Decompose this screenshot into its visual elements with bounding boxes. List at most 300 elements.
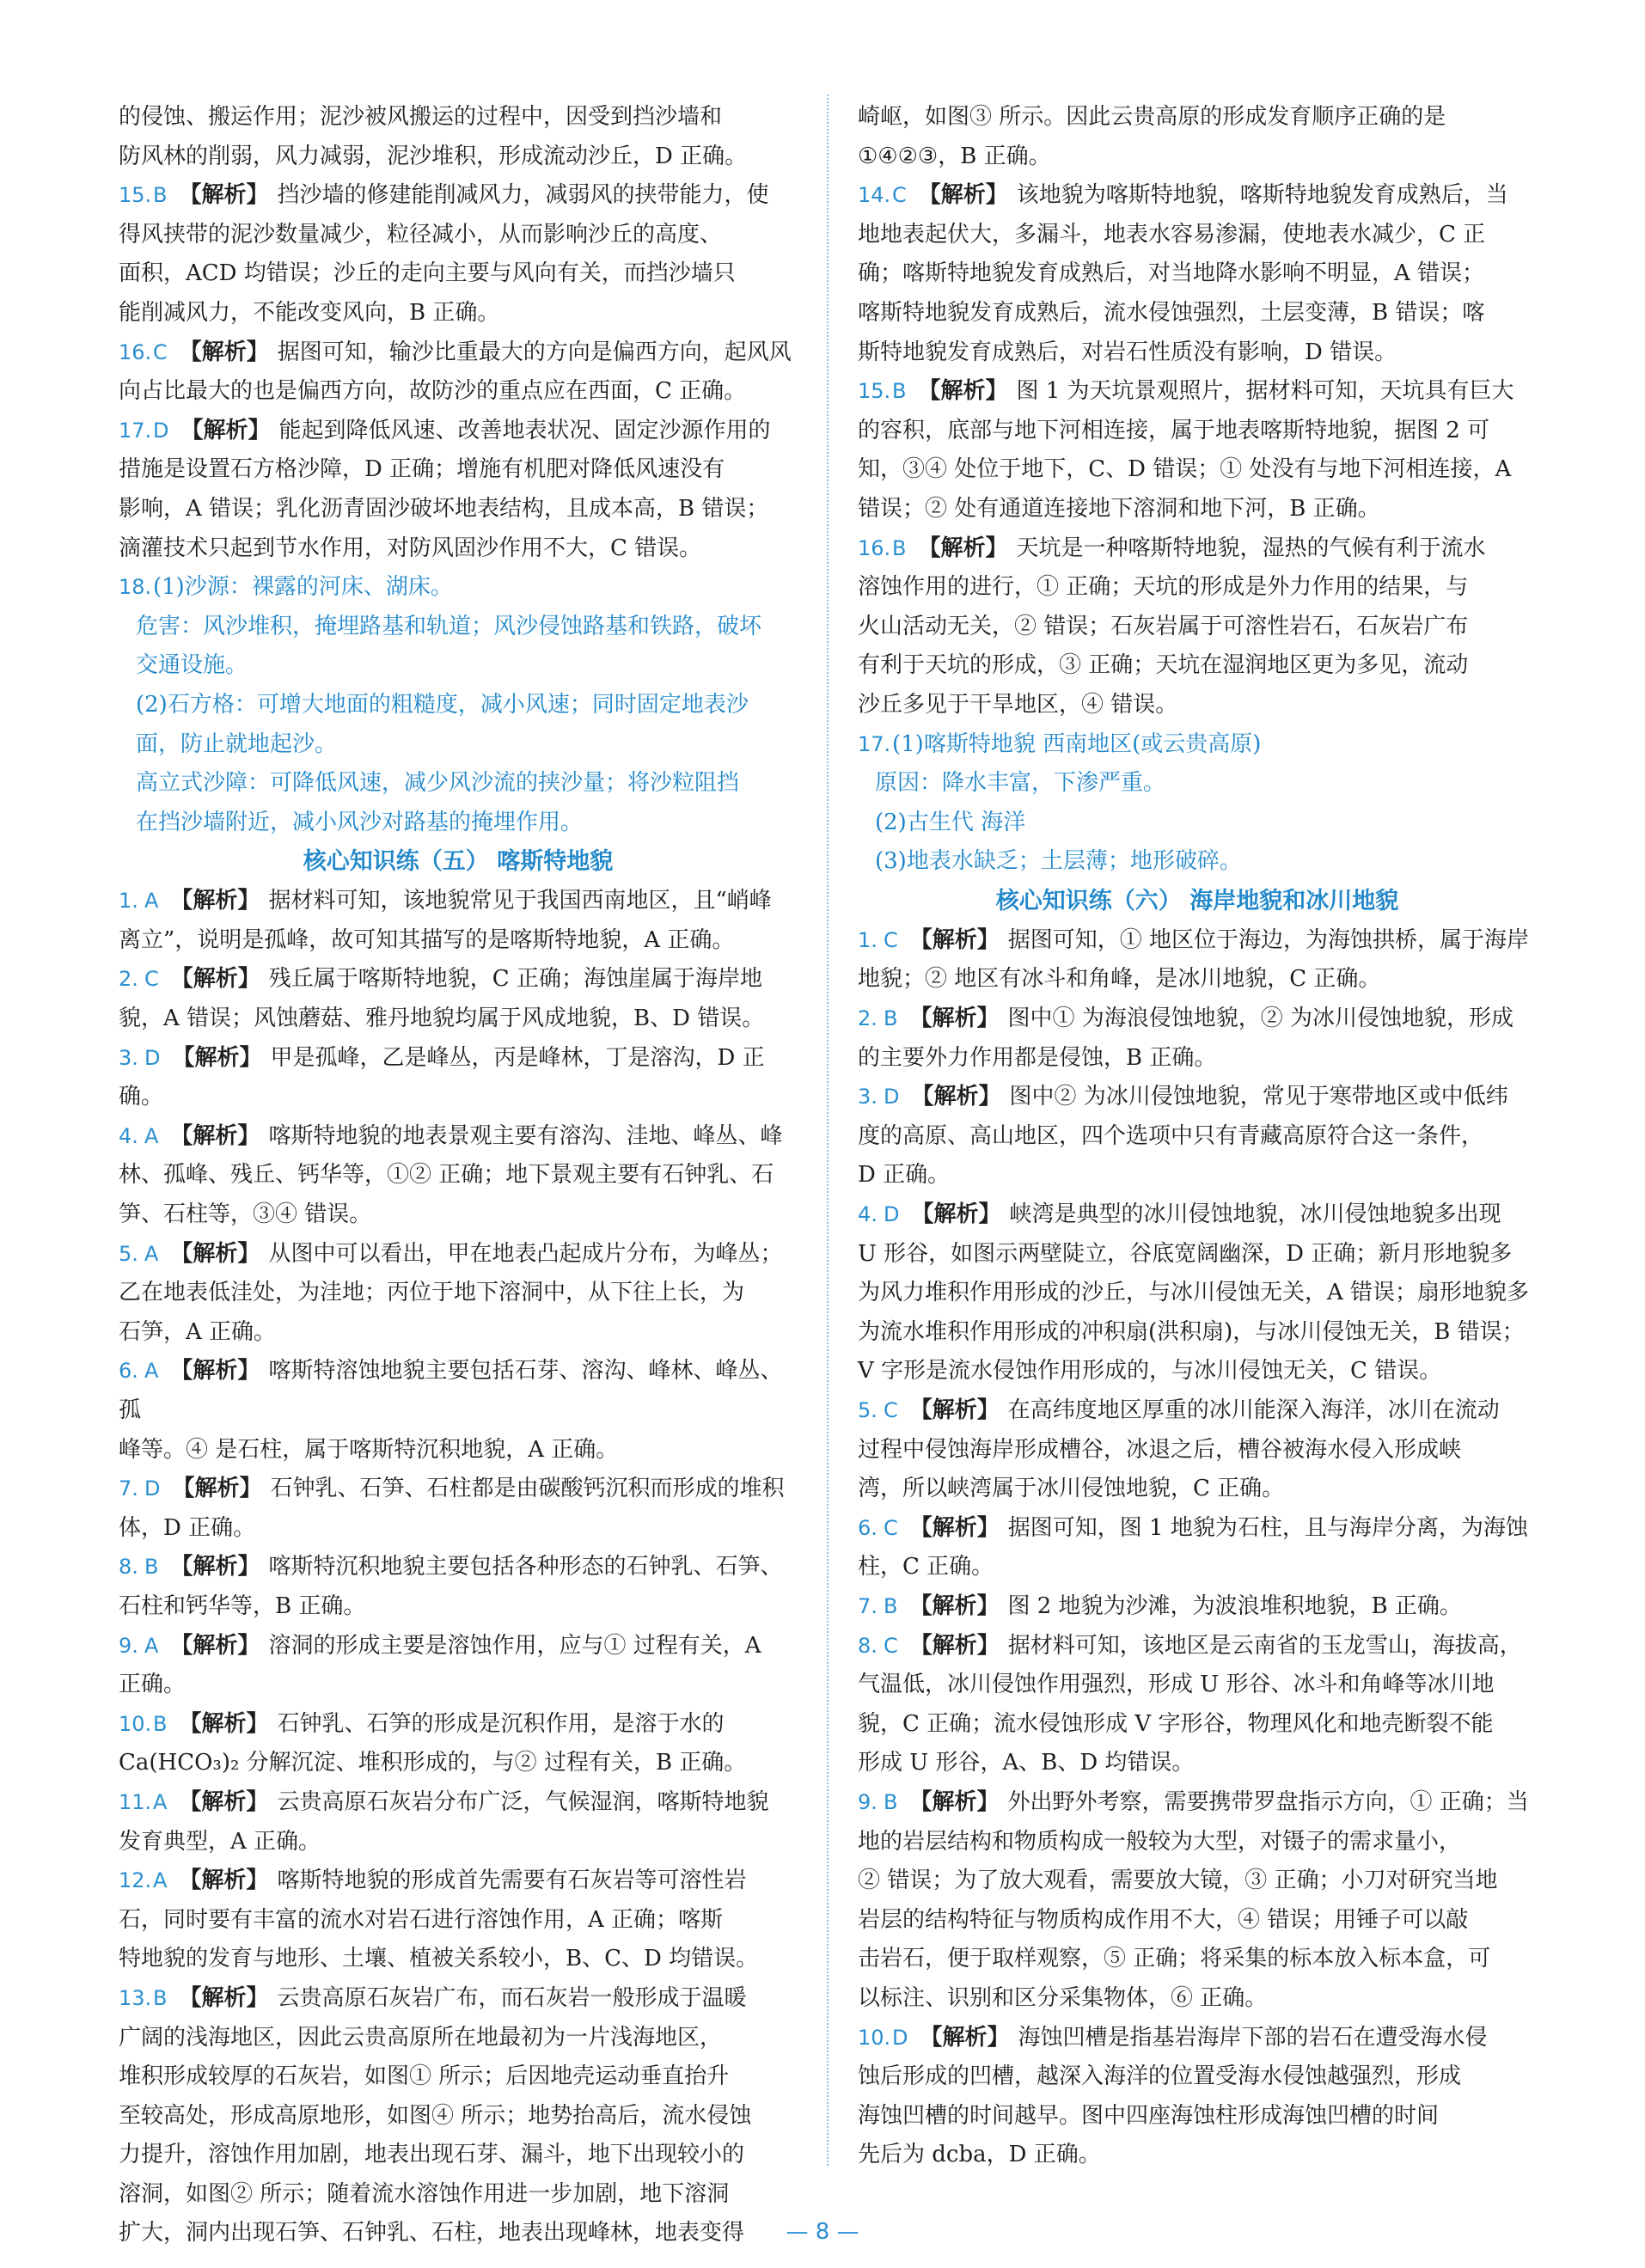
answer-letter: A bbox=[144, 1359, 159, 1384]
explanation-text: 峡湾是典型的冰川侵蚀地貌，冰川侵蚀地貌多出现 bbox=[1009, 1201, 1501, 1228]
question-number: 14. bbox=[858, 183, 891, 208]
jiexi-label: 【解析】 bbox=[909, 1397, 1000, 1423]
left-column bbox=[119, 98, 798, 2253]
text-line bbox=[858, 1744, 1537, 1783]
explanation-text: 溶蚀作用的进行，① 正确；天坑的形成是外力作用的结果，与 bbox=[858, 574, 1469, 601]
question-number: 5. bbox=[858, 1398, 878, 1422]
text-line bbox=[858, 1901, 1537, 1941]
jiexi-label: 【解析】 bbox=[172, 1044, 262, 1071]
explanation-text: 措施是设置石方格沙障，D 正确；增施有机肥对降低风速没有 bbox=[119, 456, 725, 483]
text-line bbox=[858, 1078, 1537, 1117]
explanation-text: 石柱和钙华等，B 正确。 bbox=[119, 1592, 366, 1619]
explanation-text: 发育典型，A 正确。 bbox=[119, 1828, 321, 1855]
answer-text: (1)沙源：裸露的河床、湖床。 bbox=[153, 574, 453, 601]
explanation-text: 图 2 地貌为沙滩，为波浪堆积地貌，B 正确。 bbox=[1007, 1592, 1462, 1619]
explanation-text: 据图可知，图 1 地貌为石柱，且与海岸分离，为海蚀 bbox=[1007, 1514, 1528, 1541]
explanation-text: 得风挟带的泥沙数量减少，粒径减小，从而影响沙丘的高度、 bbox=[119, 221, 723, 248]
explanation-text: 为风力堆积作用形成的沙丘，与冰川侵蚀无关，A 错误；扇形地貌多 bbox=[858, 1280, 1530, 1306]
explanation-text: 喀斯特沉积地貌主要包括各种形态的石钟乳、石笋、 bbox=[268, 1554, 783, 1580]
text-line bbox=[119, 2057, 798, 2097]
text-line bbox=[119, 1470, 798, 1509]
text-line bbox=[858, 764, 1537, 804]
explanation-text: 正确。 bbox=[119, 1672, 187, 1698]
explanation-text: 的主要外力作用都是侵蚀，B 正确。 bbox=[858, 1044, 1217, 1071]
text-line bbox=[119, 372, 798, 412]
question-entry bbox=[119, 1235, 798, 1353]
explanation-text: 湾，所以峡湾属于冰川侵蚀地貌，C 正确。 bbox=[858, 1476, 1285, 1502]
text-line bbox=[858, 1039, 1537, 1079]
explanation-text: 地地表起伏大，多漏斗，地表水容易渗漏，使地表水减少，C 正 bbox=[858, 221, 1486, 248]
answer-letter: D bbox=[153, 418, 169, 443]
answer-text: (3)地表水缺乏；土层薄；地形破碎。 bbox=[875, 848, 1242, 875]
text-line bbox=[858, 1235, 1537, 1275]
explanation-text: 岩层的结构特征与物质构成作用不大，④ 错误；用锤子可以敲 bbox=[858, 1906, 1469, 1933]
explanation-text: 乙在地表低洼处，为洼地；丙位于地下溶洞中，从下往上长，为 bbox=[119, 1280, 745, 1306]
explanation-text: 据图可知，① 地区位于海边，为海蚀拱桥，属于海岸 bbox=[1007, 926, 1530, 953]
answer-letter: D bbox=[884, 1202, 900, 1227]
explanation-text: 喀斯特地貌发育成熟后，流水侵蚀强烈，土层变薄，B 错误；喀 bbox=[858, 299, 1485, 326]
explanation-text: 有利于天坑的形成，③ 正确；天坑在湿润地区更为多见，流动 bbox=[858, 652, 1469, 679]
explanation-text: 林、孤峰、残丘、钙华等，①② 正确；地下景观主要有石钟乳、石 bbox=[119, 1162, 774, 1189]
question-entry bbox=[119, 1039, 798, 1117]
text-line bbox=[858, 1783, 1537, 1823]
text-line bbox=[858, 921, 1537, 961]
text-line bbox=[119, 490, 798, 529]
explanation-text: 溶洞，如图② 所示；随着流水溶蚀作用进一步加剧，地下溶洞 bbox=[119, 2180, 730, 2207]
text-line bbox=[858, 1470, 1537, 1509]
explanation-text: 的容积，底部与地下河相连接，属于地表喀斯特地貌，据图 2 可 bbox=[858, 417, 1490, 443]
text-line bbox=[858, 1705, 1537, 1745]
question-entry bbox=[858, 1000, 1537, 1078]
answer-letter: C bbox=[144, 967, 159, 992]
question-number: 3. bbox=[858, 1085, 878, 1110]
jiexi-label: 【解析】 bbox=[179, 1984, 269, 2011]
text-line bbox=[858, 1823, 1537, 1862]
explanation-text: 体，D 正确。 bbox=[119, 1514, 256, 1541]
text-line bbox=[119, 1156, 798, 1195]
text-line bbox=[119, 412, 798, 451]
text-line bbox=[119, 921, 798, 961]
explanation-text: 柱，C 正确。 bbox=[858, 1554, 994, 1580]
continued-text: 的侵蚀、搬运作用；泥沙被风搬运的过程中，因受到挡沙墙和 bbox=[119, 104, 723, 130]
explanation-text: 据图可知，输沙比重最大的方向是偏西方向，起风风 bbox=[277, 339, 792, 365]
explanation-text: 堆积形成较厚的石灰岩，如图① 所示；后因地壳运动垂直抬升 bbox=[119, 2063, 730, 2090]
question-number: 10. bbox=[119, 1711, 152, 1736]
text-line bbox=[858, 2057, 1537, 2097]
text-line bbox=[858, 216, 1537, 255]
explanation-text: 斯特地貌发育成熟后，对岩石性质没有影响，D 错误。 bbox=[858, 339, 1397, 365]
text-line bbox=[119, 1195, 798, 1235]
question-entry bbox=[119, 176, 798, 333]
text-line bbox=[119, 764, 798, 804]
explanation-text: 笋、石柱等，③④ 错误。 bbox=[119, 1201, 372, 1228]
question-entry bbox=[119, 882, 798, 960]
text-line bbox=[858, 490, 1537, 529]
section-title: 核心知识练（五） 喀斯特地貌 bbox=[303, 848, 614, 876]
explanation-text: 沙丘多见于干旱地区，④ 错误。 bbox=[858, 691, 1178, 718]
text-line bbox=[119, 1901, 798, 1941]
text-line bbox=[858, 725, 1537, 765]
text-line bbox=[858, 1391, 1537, 1431]
question-entry bbox=[119, 1783, 798, 1861]
question-entry bbox=[119, 1117, 798, 1235]
continued-text: ①④②③，B 正确。 bbox=[858, 143, 1051, 169]
answer-letter: C bbox=[884, 1515, 898, 1540]
continued-text: 崎岖，如图③ 所示。因此云贵高原的形成发育顺序正确的是 bbox=[858, 104, 1446, 130]
explanation-text: 知，③④ 处位于地下，C、D 错误；① 处没有与地下河相连接，A bbox=[858, 456, 1512, 483]
jiexi-label: 【解析】 bbox=[179, 1710, 269, 1737]
question-entry bbox=[858, 1195, 1537, 1391]
text-line bbox=[119, 1587, 798, 1627]
answer-letter: C bbox=[884, 927, 898, 952]
jiexi-label: 【解析】 bbox=[179, 1868, 269, 1894]
text-line bbox=[858, 804, 1537, 843]
text-line bbox=[858, 960, 1537, 1000]
question-number: 15. bbox=[119, 183, 152, 208]
text-line bbox=[119, 608, 798, 647]
explanation-text: 从图中可以看出，甲在地表凸起成片分布，为峰丛； bbox=[268, 1240, 783, 1267]
text-line bbox=[858, 1195, 1537, 1235]
text-line bbox=[858, 1509, 1537, 1549]
explanation-text: 外出野外考察，需要携带罗盘指示方向，① 正确；当 bbox=[1007, 1788, 1529, 1815]
explanation-text: 据材料可知，该地貌常见于我国西南地区，且“峭峰 bbox=[268, 888, 772, 914]
answer-letter: D bbox=[884, 1085, 900, 1110]
answer-text: 在挡沙墙附近，减小风沙对路基的掩埋作用。 bbox=[136, 809, 584, 835]
question-entry bbox=[119, 1861, 798, 1979]
explanation-text: 图中① 为海浪侵蚀地貌，② 为冰川侵蚀地貌，形成 bbox=[1007, 1006, 1514, 1032]
explanation-text: 在高纬度地区厚重的冰川能深入海洋，冰川在流动 bbox=[1007, 1397, 1500, 1423]
explanation-text: 影响，A 错误；乳化沥青固沙破坏地表结构，且成本高，B 错误； bbox=[119, 495, 769, 522]
text-line bbox=[119, 2019, 798, 2058]
explanation-text: 石钟乳、石笋的形成是沉积作用，是溶于水的 bbox=[277, 1710, 725, 1737]
question-entry bbox=[858, 1509, 1537, 1587]
explanation-text: 能起到降低风速、改善地表状况、固定沙源作用的 bbox=[278, 417, 771, 443]
question-number: 1. bbox=[858, 927, 878, 952]
right-column bbox=[858, 98, 1537, 2175]
text-line bbox=[858, 646, 1537, 686]
explanation-text: 广阔的浅海地区，因此云贵高原所在地最初为一片浅海地区， bbox=[119, 2024, 723, 2051]
explanation-text: 度的高原、高山地区，四个选项中只有青藏高原符合这一条件， bbox=[858, 1122, 1484, 1149]
text-line bbox=[858, 2019, 1537, 2058]
question-entry bbox=[858, 1627, 1537, 1783]
answer-letter: B bbox=[892, 535, 907, 560]
question-entry bbox=[119, 333, 798, 412]
text-line bbox=[119, 1823, 798, 1862]
explanation-text: 天坑是一种喀斯特地貌，湿热的气候有利于流水 bbox=[1016, 535, 1486, 561]
answer-text: (2)古生代 海洋 bbox=[875, 809, 1026, 835]
explanation-text: 海蚀凹槽的时间越早。图中四座海蚀柱形成海蚀凹槽的时间 bbox=[858, 2102, 1440, 2129]
answer-letter: B bbox=[892, 379, 907, 404]
jiexi-label: 【解析】 bbox=[179, 182, 269, 209]
text-line bbox=[858, 1940, 1537, 1979]
jiexi-label: 【解析】 bbox=[179, 1788, 269, 1815]
answer-text: 高立式沙障：可降低风速，减少风沙流的挟沙量；将沙粒阻挡 bbox=[136, 770, 740, 797]
explanation-text: 甲是孤峰，乙是峰丛，丙是峰林，丁是溶沟，D 正确。 bbox=[119, 1044, 765, 1110]
question-entry bbox=[858, 725, 1537, 882]
answer-letter: A bbox=[144, 889, 159, 914]
answer-text: (2)石方格：可增大地面的粗糙度，减小风速；同时固定地表沙 bbox=[136, 691, 749, 718]
question-number: 2. bbox=[858, 1006, 878, 1031]
explanation-text: D 正确。 bbox=[858, 1162, 951, 1189]
explanation-text: 海蚀凹槽是指基岩海岸下部的岩石在遭受海水侵 bbox=[1018, 2024, 1488, 2051]
jiexi-label: 【解析】 bbox=[170, 966, 260, 993]
jiexi-label: 【解析】 bbox=[170, 1122, 260, 1149]
explanation-text: 击岩石，便于取样观察，⑤ 正确；将采集的标本放入标本盒，可 bbox=[858, 1946, 1491, 1972]
text-line bbox=[119, 646, 798, 686]
explanation-text: 喀斯特地貌的形成首先需要有石灰岩等可溶性岩 bbox=[277, 1868, 747, 1894]
question-number: 2. bbox=[119, 967, 138, 992]
question-entry bbox=[858, 1783, 1537, 2019]
answer-letter: C bbox=[153, 339, 168, 364]
explanation-text: 石钟乳、石笋、石柱都是由碳酸钙沉积而形成的堆积 bbox=[270, 1476, 785, 1502]
jiexi-label: 【解析】 bbox=[918, 182, 1008, 209]
answer-letter: B bbox=[884, 1789, 898, 1814]
explanation-text: 喀斯特溶蚀地貌主要包括石芽、溶沟、峰林、峰丛、孤 bbox=[119, 1358, 783, 1423]
answer-letter: C bbox=[892, 183, 907, 208]
text-line bbox=[119, 1509, 798, 1549]
explanation-text: 峰等。④ 是石柱，属于喀斯特沉积地貌，A 正确。 bbox=[119, 1436, 619, 1463]
question-entry bbox=[858, 2019, 1537, 2175]
text-line bbox=[858, 1352, 1537, 1391]
text-line bbox=[119, 2175, 798, 2215]
explanation-text: 为流水堆积作用形成的冲积扇(洪积扇)，与冰川侵蚀无关，B 错误； bbox=[858, 1318, 1525, 1345]
answer-letter: A bbox=[144, 1241, 159, 1266]
question-number: 17. bbox=[119, 418, 152, 443]
text-line bbox=[119, 1744, 798, 1783]
answer-letter: D bbox=[144, 1476, 161, 1501]
answer-letter: A bbox=[144, 1633, 159, 1658]
explanation-text: 该地貌为喀斯特地貌，喀斯特地貌发育成熟后，当 bbox=[1016, 182, 1508, 209]
question-number: 3. bbox=[119, 1045, 138, 1070]
text-line bbox=[119, 333, 798, 373]
text-line bbox=[858, 294, 1537, 333]
explanation-text: 确；喀斯特地貌发育成熟后，对当地降水影响不明显，A 错误； bbox=[858, 260, 1485, 287]
explanation-text: ② 错误；为了放大观看，需要放大镜，③ 正确；小刀对研究当地 bbox=[858, 1868, 1498, 1894]
text-line bbox=[858, 686, 1537, 725]
text-line bbox=[119, 725, 798, 765]
question-entry bbox=[119, 1352, 798, 1470]
explanation-text: 石笋，A 正确。 bbox=[119, 1318, 277, 1345]
question-entry bbox=[119, 1627, 798, 1705]
explanation-text: 火山活动无关，② 错误；石灰岩属于可溶性岩石，石灰岩广布 bbox=[858, 613, 1469, 639]
text-line bbox=[858, 1627, 1537, 1666]
explanation-text: 云贵高原石灰岩分布广泛，气候湿润，喀斯特地貌 bbox=[277, 1788, 769, 1815]
explanation-text: 溶洞的形成主要是溶蚀作用，应与① 过程有关，A bbox=[268, 1632, 761, 1659]
explanation-text: 图中② 为冰川侵蚀地貌，常见于寒带地区或中低纬 bbox=[1009, 1084, 1508, 1110]
jiexi-label: 【解析】 bbox=[170, 1632, 260, 1659]
text-line bbox=[858, 608, 1537, 647]
explanation-text: 力提升，溶蚀作用加剧，地表出现石芽、漏斗，地下出现较小的 bbox=[119, 2142, 745, 2168]
explanation-text: 错误；② 处有通道连接地下溶洞和地下河，B 正确。 bbox=[858, 495, 1380, 522]
question-entry bbox=[119, 960, 798, 1038]
jiexi-label: 【解析】 bbox=[909, 1788, 1000, 1815]
explanation-text: 地的岩层结构和物质构成一般较为大型，对镊子的需求量小， bbox=[858, 1828, 1462, 1855]
text-line bbox=[119, 1039, 798, 1117]
answer-letter: B bbox=[884, 1593, 898, 1618]
answer-text: 面，防止就地起沙。 bbox=[136, 731, 338, 757]
question-entry bbox=[119, 568, 798, 842]
text-line bbox=[119, 1548, 798, 1587]
text-line bbox=[119, 686, 798, 725]
answer-text: 危害：风沙堆积，掩埋路基和轨道；风沙侵蚀路基和铁路，破坏 bbox=[136, 613, 762, 639]
text-line bbox=[119, 960, 798, 1000]
question-number: 4. bbox=[858, 1202, 878, 1227]
answer-letter: A bbox=[153, 1789, 168, 1814]
question-entry bbox=[858, 921, 1537, 1000]
explanation-text: 图 1 为天坑景观照片，据材料可知，天坑具有巨大 bbox=[1016, 378, 1514, 405]
question-number: 16. bbox=[119, 339, 152, 364]
question-number: 18. bbox=[119, 575, 152, 600]
text-line bbox=[119, 1666, 798, 1705]
text-line bbox=[119, 294, 798, 333]
text-line bbox=[858, 333, 1537, 373]
explanation-text: 先后为 dcba，D 正确。 bbox=[858, 2142, 1101, 2168]
jiexi-label: 【解析】 bbox=[909, 926, 1000, 953]
explanation-text: 挡沙墙的修建能削减风力，减弱风的挟带能力，使 bbox=[277, 182, 769, 209]
text-line bbox=[858, 1431, 1537, 1470]
question-number: 6. bbox=[119, 1359, 138, 1384]
text-line bbox=[858, 1861, 1537, 1901]
text-line bbox=[119, 2136, 798, 2175]
text-line bbox=[858, 1000, 1537, 1039]
text-line bbox=[119, 1783, 798, 1823]
answer-letter: B bbox=[153, 1985, 168, 2010]
explanation-text: 特地貌的发育与地形、土壤、植被关系较小，B、C、D 均错误。 bbox=[119, 1946, 759, 1972]
question-number: 7. bbox=[858, 1593, 878, 1618]
text-line bbox=[119, 1235, 798, 1275]
text-line bbox=[119, 1000, 798, 1039]
answer-letter: A bbox=[144, 1123, 159, 1148]
question-number: 17. bbox=[858, 731, 891, 756]
text-line bbox=[858, 529, 1537, 569]
jiexi-label: 【解析】 bbox=[918, 378, 1008, 405]
jiexi-label: 【解析】 bbox=[911, 1084, 1001, 1110]
question-entry bbox=[119, 1548, 798, 1626]
question-entry bbox=[119, 1705, 798, 1783]
question-number: 16. bbox=[858, 535, 891, 560]
text-line bbox=[858, 1117, 1537, 1157]
jiexi-label: 【解析】 bbox=[920, 2024, 1010, 2051]
jiexi-label: 【解析】 bbox=[909, 1592, 1000, 1619]
text-line bbox=[858, 1979, 1537, 2019]
question-number: 6. bbox=[858, 1515, 878, 1540]
text-line bbox=[858, 412, 1537, 451]
answer-letter: B bbox=[884, 1006, 898, 1031]
question-number: 9. bbox=[858, 1789, 878, 1814]
explanation-text: 能削减风力，不能改变风向，B 正确。 bbox=[119, 299, 500, 326]
text-line bbox=[119, 254, 798, 294]
question-entry bbox=[119, 412, 798, 568]
jiexi-label: 【解析】 bbox=[180, 417, 271, 443]
text-line bbox=[119, 1117, 798, 1157]
text-line bbox=[119, 529, 798, 569]
text-line bbox=[858, 568, 1537, 608]
question-number: 13. bbox=[119, 1985, 152, 2010]
explanation-text: 地貌；② 地区有冰斗和角峰，是冰川地貌，C 正确。 bbox=[858, 966, 1381, 993]
question-number: 9. bbox=[119, 1633, 138, 1658]
question-entry bbox=[858, 1587, 1537, 1627]
explanation-text: 残丘属于喀斯特地貌，C 正确；海蚀崖属于海岸地 bbox=[268, 966, 762, 993]
text-line bbox=[119, 1352, 798, 1430]
question-number: 7. bbox=[119, 1476, 138, 1501]
explanation-text: 据材料可知，该地区是云南省的玉龙雪山，海拔高， bbox=[1007, 1632, 1522, 1659]
text-line bbox=[119, 1627, 798, 1666]
text-line bbox=[858, 1587, 1537, 1627]
explanation-text: 以标注、识别和区分采集物体，⑥ 正确。 bbox=[858, 1984, 1268, 2011]
text-line bbox=[858, 1313, 1537, 1353]
text-line bbox=[858, 1274, 1537, 1313]
question-number: 10. bbox=[858, 2025, 891, 2050]
continued-text: 防风林的削弱，风力减弱，泥沙堆积，形成流动沙丘，D 正确。 bbox=[119, 143, 748, 169]
question-number: 4. bbox=[119, 1123, 138, 1148]
text-line bbox=[858, 254, 1537, 294]
answer-letter: C bbox=[884, 1633, 898, 1658]
explanation-text: 貌，A 错误；风蚀蘑菇、雅丹地貌均属于风成地貌，B、D 错误。 bbox=[119, 1006, 765, 1032]
page-number: — 8 — bbox=[786, 2219, 859, 2245]
question-entry bbox=[858, 372, 1537, 529]
question-number: 11. bbox=[119, 1789, 152, 1814]
answer-text: (1)喀斯特地貌 西南地区(或云贵高原) bbox=[892, 731, 1262, 757]
explanation-text: U 形谷，如图示两壁陡立，谷底宽阔幽深，D 正确；新月形地貌多 bbox=[858, 1240, 1513, 1267]
question-entry bbox=[858, 529, 1537, 725]
question-entry bbox=[119, 1470, 798, 1548]
answer-letter: D bbox=[892, 2025, 908, 2050]
text-line bbox=[119, 176, 798, 216]
jiexi-label: 【解析】 bbox=[179, 339, 269, 365]
question-entry bbox=[858, 1391, 1537, 1509]
text-line bbox=[858, 1548, 1537, 1587]
explanation-text: 貌，C 正确；流水侵蚀形成 V 字形谷，物理风化和地壳断裂不能 bbox=[858, 1710, 1494, 1737]
question-number: 8. bbox=[858, 1633, 878, 1658]
answer-letter: D bbox=[144, 1045, 161, 1070]
answer-text: 交通设施。 bbox=[136, 652, 248, 679]
text-line bbox=[119, 1979, 798, 2019]
explanation-text: 气温低，冰川侵蚀作用强烈，形成 U 形谷、冰斗和角峰等冰川地 bbox=[858, 1672, 1495, 1698]
jiexi-label: 【解析】 bbox=[909, 1514, 1000, 1541]
section-title: 核心知识练（六） 海岸地貌和冰川地貌 bbox=[995, 887, 1399, 914]
question-number: 12. bbox=[119, 1868, 152, 1893]
jiexi-label: 【解析】 bbox=[170, 1358, 260, 1385]
explanation-text: 滴灌技术只起到节水作用，对防风固沙作用不大，C 错误。 bbox=[119, 535, 702, 561]
question-number: 1. bbox=[119, 889, 138, 914]
answer-text: 原因：降水丰富，下渗严重。 bbox=[875, 770, 1166, 797]
explanation-text: 蚀后形成的凹槽，越深入海洋的位置受海水侵蚀越强烈，形成 bbox=[858, 2063, 1462, 2090]
text-line bbox=[858, 1666, 1537, 1705]
text-line bbox=[858, 2136, 1537, 2175]
explanation-text: 喀斯特地貌的地表景观主要有溶沟、洼地、峰丛、峰 bbox=[268, 1122, 783, 1149]
text-line bbox=[119, 804, 798, 843]
question-entry bbox=[119, 1979, 798, 2253]
text-line bbox=[858, 1156, 1537, 1195]
jiexi-label: 【解析】 bbox=[170, 1554, 260, 1580]
explanation-text: 扩大，洞内出现石笋、石钟乳、石柱，地表出现峰林，地表变得 bbox=[119, 2220, 745, 2247]
text-line bbox=[858, 842, 1537, 882]
answer-letter: C bbox=[884, 1398, 898, 1422]
explanation-text: V 字形是流水侵蚀作用形成的，与冰川侵蚀无关，C 错误。 bbox=[858, 1358, 1442, 1385]
text-line bbox=[119, 1274, 798, 1313]
explanation-text: 至较高处，形成高原地形，如图④ 所示；地势抬高后，流水侵蚀 bbox=[119, 2102, 752, 2129]
explanation-text: 离立”，说明是孤峰，故可知其描写的是喀斯特地貌，A 正确。 bbox=[119, 926, 735, 953]
text-line bbox=[119, 882, 798, 921]
jiexi-label: 【解析】 bbox=[909, 1006, 1000, 1032]
question-entry bbox=[858, 176, 1537, 372]
question-entry bbox=[858, 1078, 1537, 1195]
text-line bbox=[119, 1705, 798, 1745]
text-line bbox=[119, 450, 798, 490]
question-number: 8. bbox=[119, 1555, 138, 1580]
text-line bbox=[858, 450, 1537, 490]
explanation-text: 云贵高原石灰岩广布，而石灰岩一般形成于温暖 bbox=[277, 1984, 747, 2011]
